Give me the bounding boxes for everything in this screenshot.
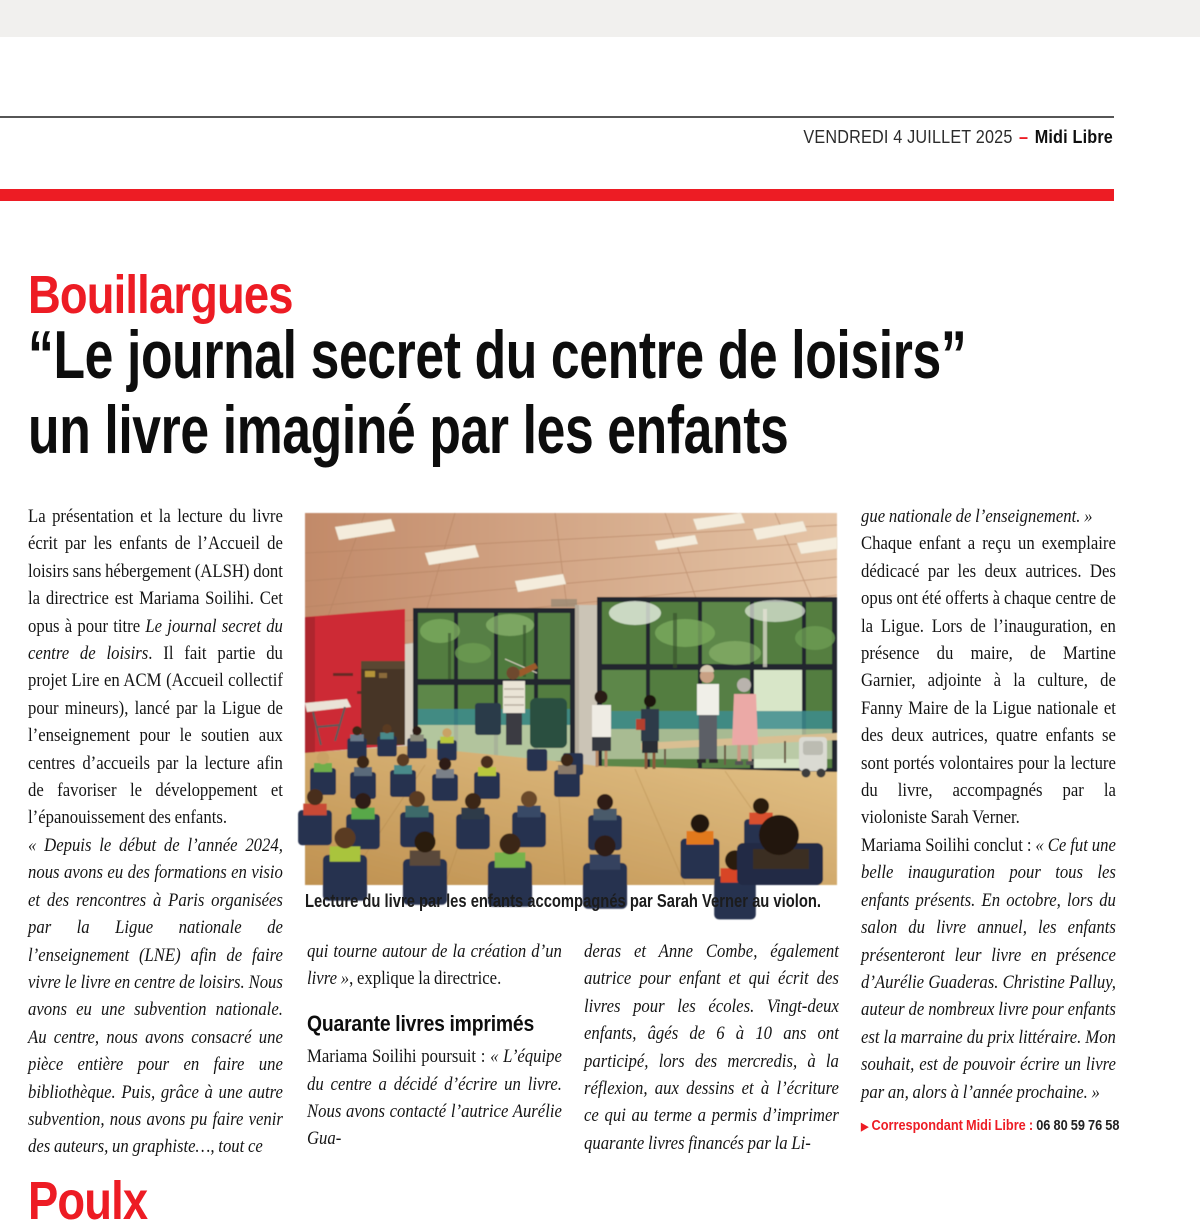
article-column-1: La présentation et la lecture du livre écrit par les enfants de l’Accueil de loisirs sans hébergement (ALSH) dont la directrice est Mariama Soilihi. Cet opus à pour titre Le journal secret du centre de loisirs. Il fait partie du projet Lire en ACM (Accueil collectif pour mineurs), lancé par la Ligue de l’enseignement pour le soutien aux centres d’accueils par la lecture afin de favoriser le développement et l’épanouissement des enfants. « Depuis le début de l’année 2024, nous avons eu des formations en visio et des rencontres à Paris organisées par la Ligue nationale de l’enseignement (LNE) afin de faire vivre le livre en centre de loisirs. Nous avons eu une subvention nationale. Au centre, nous avons consacré une pièce entière pour en faire une bibliothèque. Puis, grâce à une autre subvention, nous avons pu faire venir des auteurs, un graphiste…, tout ce — [28, 506, 283, 1158]
headline-line-2: un livre imaginé par les enfants — [28, 392, 789, 468]
photo-illustration — [305, 513, 837, 885]
top-band — [0, 0, 1200, 37]
cabinet — [361, 661, 405, 745]
column-4-text: gue nationale de l’enseignement. » Chaque enfant a reçu un exemplaire dédicacé par les deux autrices. Des opus ont été offerts à chaque centre de la Ligue. Lors de l’inauguration, en présence du maire, de Martine Garnier, adjointe à la culture, de Fanny Maire de la Ligue nationale et des deux autrices, quatre enfants se sont portés volontaires pour la lecture du livre, accompagnés par la violoniste Sarah Verner. Mariama Soilihi conclut : « Ce fut une belle inauguration pour tous les enfants présents. En octobre, lors du salon du livre annuel, les enfants présenteront leur livre en présence d’Aurélie Guaderas. Christine Palluy, auteur de nombreux livre pour enfants est la marraine du prix littéraire. Mon souhait, est de pouvoir écrire un livre par an, alors à l’année prochaine. » — [861, 506, 1116, 1103]
next-article-kicker: Poulx — [28, 1171, 148, 1231]
correspondent-note — [861, 1113, 1120, 1141]
correspondent-phone: 06 80 59 76 58 — [1036, 1117, 1120, 1134]
article-column-2: qui tourne autour de la création d’un livre », explique la directrice. Quarante livres imprimés Mariama Soilihi poursuit : « L’équipe du centre a décidé d’écrire un livre. Nous avons contacté l’autrice Aurélie Gua- — [307, 941, 562, 1150]
correspondent-label: Correspondant Midi Libre — [871, 1117, 1026, 1134]
red-section-bar — [0, 189, 1114, 201]
headline-line-1: “Le journal secret du centre de loisirs” — [28, 317, 967, 393]
arrow-icon: ▶ — [861, 1120, 869, 1133]
correspondent-separator: : — [1025, 1117, 1037, 1134]
window-wall — [413, 597, 837, 773]
dateline-dash: – — [1019, 127, 1029, 147]
article-column-4 — [861, 503, 1120, 1141]
article-column-3: deras et Anne Combe, également autrice pour enfant et qui écrit des livres pour les écoles. Vingt-deux enfants, âgés de 6 à 10 ans ont participé, lors des mercredis, à la réflexion, aux dessins et à l’écriture ce qui au terme a permis d’imprimer quarante livres financés par la Li- — [584, 941, 839, 1154]
dateline-date: VENDREDI 4 JUILLET 2025 — [803, 127, 1013, 147]
masthead-rule — [0, 116, 1114, 118]
brand-name: Midi Libre — [1034, 127, 1113, 147]
article-kicker: Bouillargues — [28, 265, 293, 325]
photo-caption: Lecture du livre par les enfants accompagnés par Sarah Verner au violon. — [305, 891, 821, 911]
dateline — [803, 127, 1113, 148]
headline — [28, 318, 1107, 468]
